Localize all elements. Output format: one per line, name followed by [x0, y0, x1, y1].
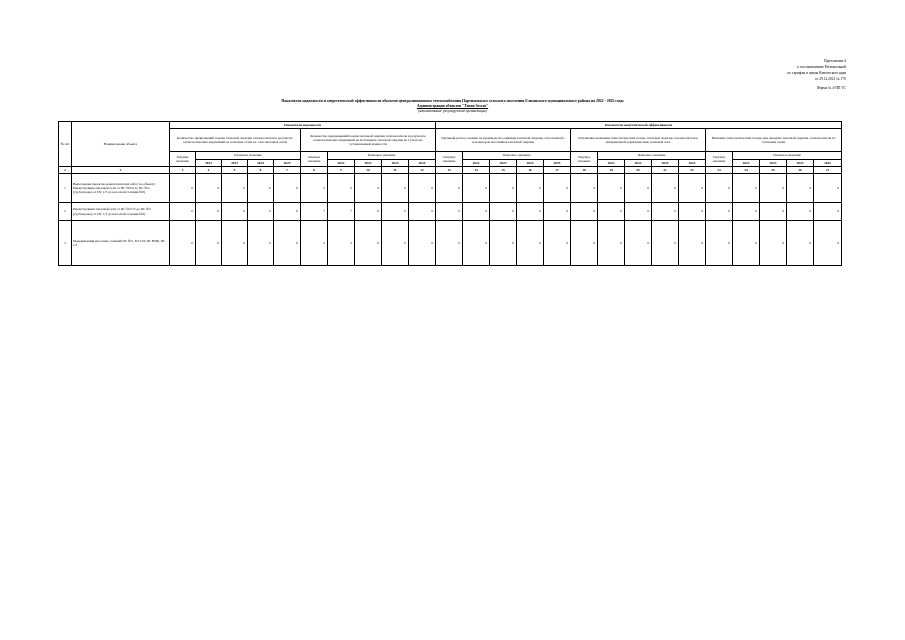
- indicator-value: 0: [436, 174, 463, 203]
- indicator-value: 0: [436, 203, 463, 221]
- indicator-value: 0: [679, 203, 706, 221]
- indicator-value: 0: [814, 203, 842, 221]
- indicator-value: 0: [598, 174, 625, 203]
- header-indicator-2: Количество прекращений подачи тепловой энергии теплоносителя в результате технологических нарушений на источниках тепловой энергии на 1 Гкал/час установленной мощности: [301, 129, 436, 152]
- indicator-value: 0: [544, 221, 571, 266]
- indicator-value: 0: [625, 203, 652, 221]
- indicator-value: 0: [409, 203, 436, 221]
- table-row: [59, 203, 842, 221]
- indicator-value: 0: [382, 203, 409, 221]
- column-number: 25: [760, 167, 787, 174]
- indicator-value: 7: [301, 203, 328, 221]
- column-number: 13: [436, 167, 463, 174]
- indicator-value: 0: [679, 221, 706, 266]
- indicator-value: 7: [328, 203, 355, 221]
- indicator-value: 0: [196, 203, 222, 221]
- indicator-value: 0: [222, 203, 248, 221]
- indicator-value: 0: [463, 221, 490, 266]
- indicator-value: 0: [517, 203, 544, 221]
- header-year: 2023: [490, 160, 517, 167]
- indicator-value: 0: [787, 221, 814, 266]
- indicator-value: 0: [355, 203, 382, 221]
- document-heading: [0, 99, 905, 114]
- organization-name: Администрация объектов "Тихая Земля": [416, 104, 489, 108]
- column-number: 2: [72, 167, 170, 174]
- indicator-value: 0: [760, 221, 787, 266]
- column-number: 19: [598, 167, 625, 174]
- column-number: 18: [571, 167, 598, 174]
- indicator-value: 0: [814, 174, 842, 203]
- object-name: Реконструкция тепловой сети от ПС №7/13 до ПС №5 (трубопровод от ПС 1/3 до насосной станции №5): [72, 203, 170, 221]
- approval-note: [686, 58, 846, 82]
- column-number: 9: [328, 167, 355, 174]
- column-number: 10: [355, 167, 382, 174]
- column-number: 4: [196, 167, 222, 174]
- header-planned-value: Плановое значение: [328, 152, 436, 160]
- header-planned-value: Плановое значение: [598, 152, 706, 160]
- indicator-value: 0: [706, 174, 733, 203]
- header-planned-value: Плановое значение: [196, 152, 301, 160]
- indicator-value: 0: [274, 174, 301, 203]
- table-row: [59, 174, 842, 203]
- header-current-value: Текущее значение: [170, 152, 196, 167]
- indicator-value: 0: [706, 203, 733, 221]
- indicator-value: 0: [382, 221, 409, 266]
- header-planned-value: Плановое значение: [463, 152, 571, 160]
- object-name: Выполнение проектно-изыскательских работ по объекту: Реконструкция тепловой сети от ПС №5/6 до ПС №5 (трубопровод от ПС 1/3 до насосной станции №5): [72, 174, 170, 203]
- column-number: 14: [463, 167, 490, 174]
- indicator-value: 0: [652, 174, 679, 203]
- header-year: 2025: [814, 160, 842, 167]
- indicator-value: 0: [787, 174, 814, 203]
- indicator-value: 0: [274, 221, 301, 266]
- header-indicator-4: Отношение величины технологических потерь тепловой энергии, теплоносителя к материальной характеристике тепловой сети: [571, 129, 706, 152]
- header-no: № п/п: [59, 122, 72, 167]
- header-efficiency-group: Показатели энергетической эффективности: [436, 122, 842, 129]
- indicators-table: [58, 121, 842, 266]
- indicator-value: 0: [248, 174, 274, 203]
- indicator-value: 0: [196, 174, 222, 203]
- indicator-value: 0: [733, 203, 760, 221]
- indicator-value: 0: [274, 203, 301, 221]
- header-year: 2025: [544, 160, 571, 167]
- column-number: 17: [544, 167, 571, 174]
- column-number: 24: [733, 167, 760, 174]
- header-year: 2022: [598, 160, 625, 167]
- column-number: 3: [170, 167, 196, 174]
- organization-caption: (наименование регулируемой организации): [418, 109, 487, 113]
- indicator-value: 0: [571, 174, 598, 203]
- indicator-value: 0: [787, 203, 814, 221]
- indicator-value: 0: [490, 174, 517, 203]
- column-number: 8: [301, 167, 328, 174]
- indicator-value: 0: [652, 203, 679, 221]
- indicator-value: 0: [382, 174, 409, 203]
- indicator-value: 0: [760, 203, 787, 221]
- header-indicator-3: Удельный расход топлива на производство единицы тепловой энергии, отпускаемой с коллекторов источников тепловой энергии: [436, 129, 571, 152]
- indicator-value: 0: [517, 174, 544, 203]
- column-number: 20: [625, 167, 652, 174]
- indicator-value: 0: [248, 203, 274, 221]
- column-number: 27: [814, 167, 842, 174]
- column-number: 26: [787, 167, 814, 174]
- approval-line: к постановлению Региональной: [797, 65, 846, 69]
- approval-line: Приложение 4: [824, 59, 846, 63]
- indicator-value: 0: [706, 221, 733, 266]
- header-year: 2025: [274, 160, 301, 167]
- indicator-value: 0: [571, 203, 598, 221]
- indicator-value: 2: [328, 221, 355, 266]
- indicator-value: 0: [490, 221, 517, 266]
- indicator-value: 0: [463, 203, 490, 221]
- header-object-name: Наименование объекта: [72, 122, 170, 167]
- header-year: 2022: [733, 160, 760, 167]
- column-number: 22: [679, 167, 706, 174]
- indicator-value: 0: [679, 174, 706, 203]
- indicator-value: 0: [625, 221, 652, 266]
- approval-line: по тарифам и ценам Камчатского края: [787, 71, 846, 75]
- indicator-value: 0: [733, 174, 760, 203]
- indicator-value: 2: [301, 174, 328, 203]
- indicator-value: 0: [598, 203, 625, 221]
- column-number: 1: [59, 167, 72, 174]
- row-number: 1: [59, 174, 72, 203]
- row-number: 2: [59, 203, 72, 221]
- form-number: Форма № 4-ПП ТС: [816, 86, 846, 90]
- header-current-value: Текущее значение: [571, 152, 598, 167]
- indicator-value: 0: [598, 221, 625, 266]
- header-year: 2023: [355, 160, 382, 167]
- indicator-value: 0: [409, 174, 436, 203]
- column-number: 21: [652, 167, 679, 174]
- row-number: 3: [59, 221, 72, 266]
- column-number: 12: [409, 167, 436, 174]
- header-year: 2023: [222, 160, 248, 167]
- header-year: 2024: [382, 160, 409, 167]
- header-current-value: Текущее значение: [301, 152, 328, 167]
- indicator-value: 0: [733, 221, 760, 266]
- header-year: 2024: [517, 160, 544, 167]
- header-indicator-1: Количество прекращений подачи тепловой энергии, теплоносителя в результате технологических нарушений на тепловых сетях на 1 км тепловых сетей: [170, 129, 301, 152]
- header-year: 2024: [248, 160, 274, 167]
- column-number: 7: [274, 167, 301, 174]
- indicator-value: 0: [196, 221, 222, 266]
- header-year: 2024: [787, 160, 814, 167]
- indicator-value: 0: [652, 221, 679, 266]
- indicator-value: 0: [248, 221, 274, 266]
- header-year: 2022: [196, 160, 222, 167]
- header-reliability-group: Показатели надежности: [170, 122, 436, 129]
- indicator-value: 0: [170, 221, 196, 266]
- column-number: 15: [490, 167, 517, 174]
- indicator-value: 0: [760, 174, 787, 203]
- column-number: 16: [517, 167, 544, 174]
- column-number: 23: [706, 167, 733, 174]
- header-year: 2023: [760, 160, 787, 167]
- header-year: 2022: [328, 160, 355, 167]
- header-planned-value: Плановое значение: [733, 152, 842, 160]
- indicator-value: 0: [170, 203, 196, 221]
- indicator-value: 0: [463, 174, 490, 203]
- column-number: 6: [248, 167, 274, 174]
- header-year: 2025: [409, 160, 436, 167]
- indicator-value: 0: [170, 174, 196, 203]
- header-year: 2022: [463, 160, 490, 167]
- indicator-value: 0: [544, 203, 571, 221]
- indicator-value: 0: [490, 203, 517, 221]
- indicator-value: 0: [409, 221, 436, 266]
- header-indicator-5: Величина технологических потерь при передаче тепловой энергии, теплоносителя по тепловым сетям: [706, 129, 842, 152]
- indicator-value: 2: [301, 221, 328, 266]
- indicator-value: 0: [571, 221, 598, 266]
- indicator-value: 0: [355, 221, 382, 266]
- indicator-value: 2: [328, 174, 355, 203]
- document-title: Показатели надежности и энергетической эффективности объектов централизованного теплоснабжения Партизанского сельского поселения Елизовского муниципального района на 2022 - 2025 годы: [281, 99, 624, 103]
- header-current-value: Текущее значение: [706, 152, 733, 167]
- indicator-value: 0: [222, 174, 248, 203]
- column-number: 5: [222, 167, 248, 174]
- header-year: 2023: [625, 160, 652, 167]
- header-year: 2024: [652, 160, 679, 167]
- object-name: Модернизация насосных станций ПС №5, ЗО 5-Н, ПС НЦБ, ПС 1/3: [72, 221, 170, 266]
- header-year: 2025: [679, 160, 706, 167]
- table-row: [59, 221, 842, 266]
- approval-line: от 29.12.2021 № 170: [814, 77, 846, 81]
- indicator-value: 0: [517, 221, 544, 266]
- indicator-value: 0: [436, 221, 463, 266]
- indicator-value: 0: [625, 174, 652, 203]
- indicator-value: 0: [544, 174, 571, 203]
- header-current-value: Текущее значение: [436, 152, 463, 167]
- indicator-value: 0: [222, 221, 248, 266]
- column-number: 11: [382, 167, 409, 174]
- indicator-value: 0: [814, 221, 842, 266]
- indicator-value: 0: [355, 174, 382, 203]
